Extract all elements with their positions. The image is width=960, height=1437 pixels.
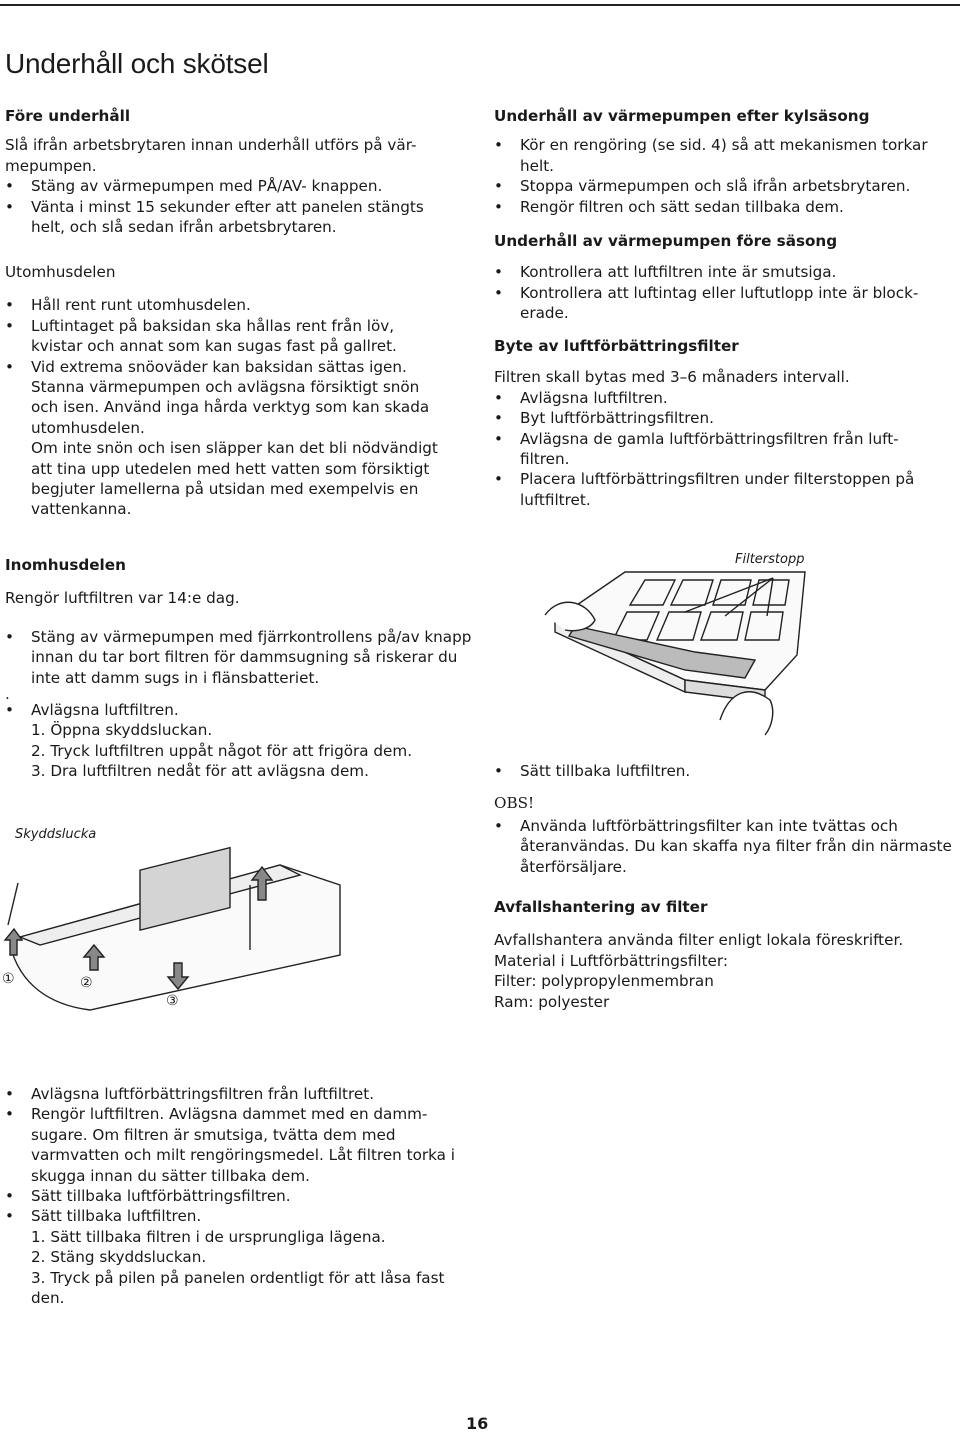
list-item: • Byt luftförbättringsfiltren. <box>494 408 954 428</box>
section-utomhusdelen <box>5 262 450 520</box>
step: 1. Öppna skyddsluckan. <box>31 721 213 740</box>
heading-avfall: Avfallshantering av filter <box>494 898 708 916</box>
list-item: • Avlägsna luftförbättringsfiltren från luftfiltret. <box>5 1084 475 1104</box>
list-item: • Placera luftförbättringsfiltren under filterstoppen på luftfiltret. <box>494 469 954 510</box>
list-item: • Avlägsna luftfiltren. <box>5 700 475 720</box>
heading-efter: Underhåll av värmepumpen efter kylsäsong <box>494 107 870 125</box>
stray-dot: . <box>5 685 10 704</box>
step: 3. Tryck på pilen på panelen ordentligt för att låsa fast den. <box>31 1268 445 1308</box>
heading-byte: Byte av luftförbättringsfilter <box>494 337 739 355</box>
section-fore-sasong <box>494 231 954 324</box>
step: 1. Sätt tillbaka filtren i de ursprungliga lägena. <box>31 1227 386 1246</box>
step: 2. Tryck luftfiltren uppåt något för att frigöra dem. <box>31 741 413 760</box>
heading-inomhus: Inomhusdelen <box>5 556 126 574</box>
list-item: • Stäng av värmepumpen med PÅ/AV- knappen. <box>5 176 450 196</box>
page-number: 16 <box>466 1414 489 1433</box>
list-item: • Rengör filtren och sätt sedan tillbaka dem. <box>494 197 954 217</box>
heading-fore: Före underhåll <box>5 107 131 125</box>
section-obs <box>494 761 954 877</box>
heading-fore-sasong: Underhåll av värmepumpen före säsong <box>494 232 838 250</box>
obs-label: OBS! <box>494 794 535 813</box>
list-item: • Rengör luftfiltren. Avlägsna dammet med en damm- sugare. Om filtren är smutsiga, tvätta dem med varmvatten och milt rengöringsmedel. Låt filtren torka i skugga innan du sätter tillbaka dem. <box>5 1104 475 1186</box>
marker-1: ① <box>2 971 15 987</box>
list-item: • Luftintaget på baksidan ska hållas rent från löv, kvistar och annat som kan sugas fast på gallret. <box>5 316 450 357</box>
fore-intro: Slå ifrån arbetsbrytaren innan underhåll utförs på vär- mepumpen. <box>5 136 417 175</box>
list-item: • Sätt tillbaka luftförbättringsfiltren. <box>5 1186 475 1206</box>
list-item: • Använda luftförbättringsfilter kan inte tvättas och återanvändas. Du kan skaffa nya filter från din närmaste återförsäljare. <box>494 816 954 877</box>
utomhus-para: Stanna värmepumpen och avlägsna försiktigt snön och isen. Använd inga hårda verktyg som kan skada utomhusdelen. <box>31 378 430 437</box>
list-item: • Vänta i minst 15 sekunder efter att panelen stängts helt, och slå sedan ifrån arbetsbrytaren. <box>5 197 450 238</box>
list-item: • Håll rent runt utomhusdelen. <box>5 295 450 315</box>
heading-utomhus: Utomhusdelen <box>5 263 116 281</box>
avfall-line: Filter: polypropylenmembran <box>494 972 714 991</box>
inomhus-intro: Rengör luftfiltren var 14:e dag. <box>5 589 240 608</box>
list-item: • Stäng av värmepumpen med fjärrkontrollens på/av knapp innan du tar bort filtren för dammsugning så riskerar du inte att damm sugs in i flänsbatteriet. <box>5 627 475 688</box>
list-item: • Sätt tillbaka luftfiltren. <box>494 761 954 781</box>
list-item: • Sätt tillbaka luftfiltren. <box>5 1206 475 1226</box>
list-item: • Avlägsna luftfiltren. <box>494 388 954 408</box>
list-item: • Vid extrema snöoväder kan baksidan sättas igen. <box>5 357 450 377</box>
marker-3: ③ <box>166 993 179 1009</box>
section-bottom <box>5 1084 475 1308</box>
section-byte <box>494 336 954 510</box>
avfall-line: Ram: polyester <box>494 992 610 1011</box>
air-filter-illustration <box>535 560 955 740</box>
section-avfall <box>494 897 954 1012</box>
list-item: • Kontrollera att luftfiltren inte är smutsiga. <box>494 262 954 282</box>
list-item: • Kontrollera att luftintag eller luftutlopp inte är block- erade. <box>494 283 954 324</box>
avfall-line: Material i Luftförbättringsfilter: <box>494 951 728 970</box>
step: 2. Stäng skyddsluckan. <box>31 1248 207 1267</box>
avfall-line: Avfallshantera använda filter enligt lokala föreskrifter. <box>494 931 904 950</box>
utomhus-para: Om inte snön och isen släpper kan det bli nödvändigt att tina upp utedelen med hett vatten som försiktigt begjuter lamellerna på utsidan med exempelvis en vattenkanna. <box>31 439 438 519</box>
byte-intro: Filtren skall bytas med 3–6 månaders intervall. <box>494 368 850 387</box>
list-item: • Kör en rengöring (se sid. 4) så att mekanismen torkar helt. <box>494 135 954 176</box>
marker-2: ② <box>80 975 93 991</box>
list-item: • Stoppa värmepumpen och slå ifrån arbetsbrytaren. <box>494 176 954 196</box>
section-fore-underhall <box>5 106 450 237</box>
step: 3. Dra luftfiltren nedåt för att avlägsna dem. <box>31 762 369 781</box>
list-item: • Avlägsna de gamla luftförbättringsfiltren från luft- filtren. <box>494 429 954 470</box>
caption-filterstopp: Filterstopp <box>735 552 805 567</box>
page-title: Underhåll och skötsel <box>5 48 269 79</box>
top-rule <box>0 4 960 6</box>
section-efter-kylsasong <box>494 106 954 217</box>
section-inomhusdelen <box>5 555 475 782</box>
caption-skyddslucka: Skyddslucka <box>15 827 97 842</box>
